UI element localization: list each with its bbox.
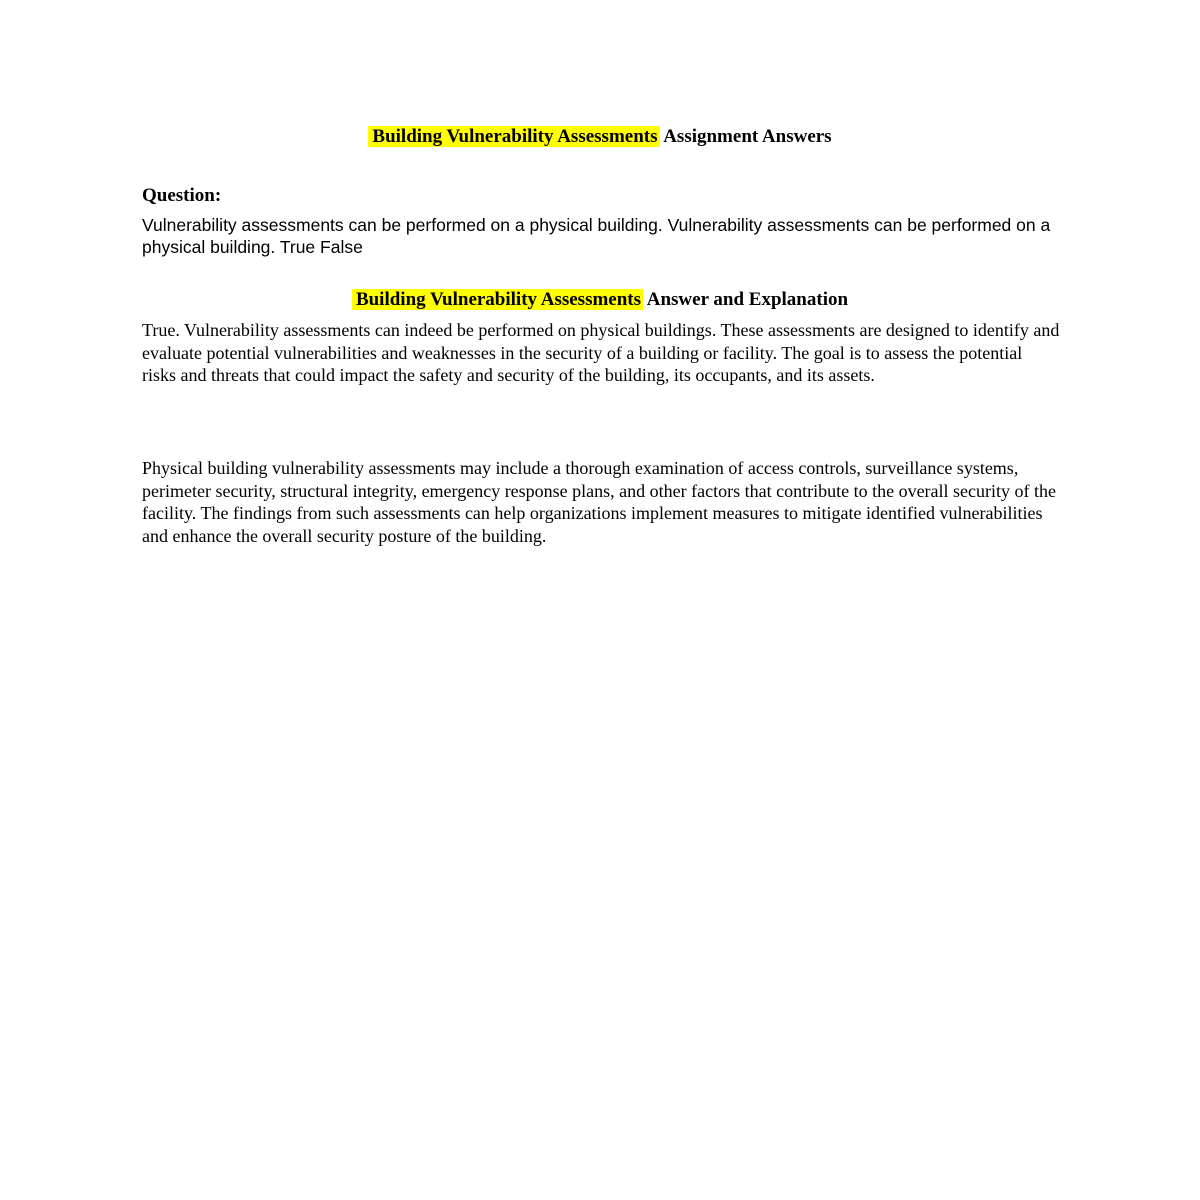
answer-heading-highlight: Building Vulnerability Assessments bbox=[352, 289, 643, 310]
document-title bbox=[0, 126, 1200, 148]
answer-paragraph-2: Physical building vulnerability assessments may include a thorough examination of access controls, surveillance systems, perimeter security, structural integrity, emergency response plans, and other factors that contribute to the overall security of the facility. The findings from such assessments can help organizations implement measures to mitigate identified vulnerabilities and enhance the overall security posture of the building. bbox=[142, 458, 1057, 546]
question-label: Question: bbox=[142, 185, 222, 206]
title-rest: Assignment Answers bbox=[659, 126, 832, 147]
answer-heading bbox=[0, 289, 1200, 311]
answer-paragraph-1: True. Vulnerability assessments can indeed be performed on physical buildings. These assessments are designed to identify and evaluate potential vulnerabilities and weaknesses in the security of a building or facility. The goal is to assess the potential risks and threats that could impact the safety and security of the building, its occupants, and its assets. bbox=[142, 320, 1060, 386]
answer-heading-rest: Answer and Explanation bbox=[643, 289, 849, 310]
title-highlight: Building Vulnerability Assessments bbox=[368, 126, 659, 147]
question-text: Vulnerability assessments can be performed on a physical building. Vulnerability assessments can be performed on a physical building. True False bbox=[142, 215, 1051, 257]
